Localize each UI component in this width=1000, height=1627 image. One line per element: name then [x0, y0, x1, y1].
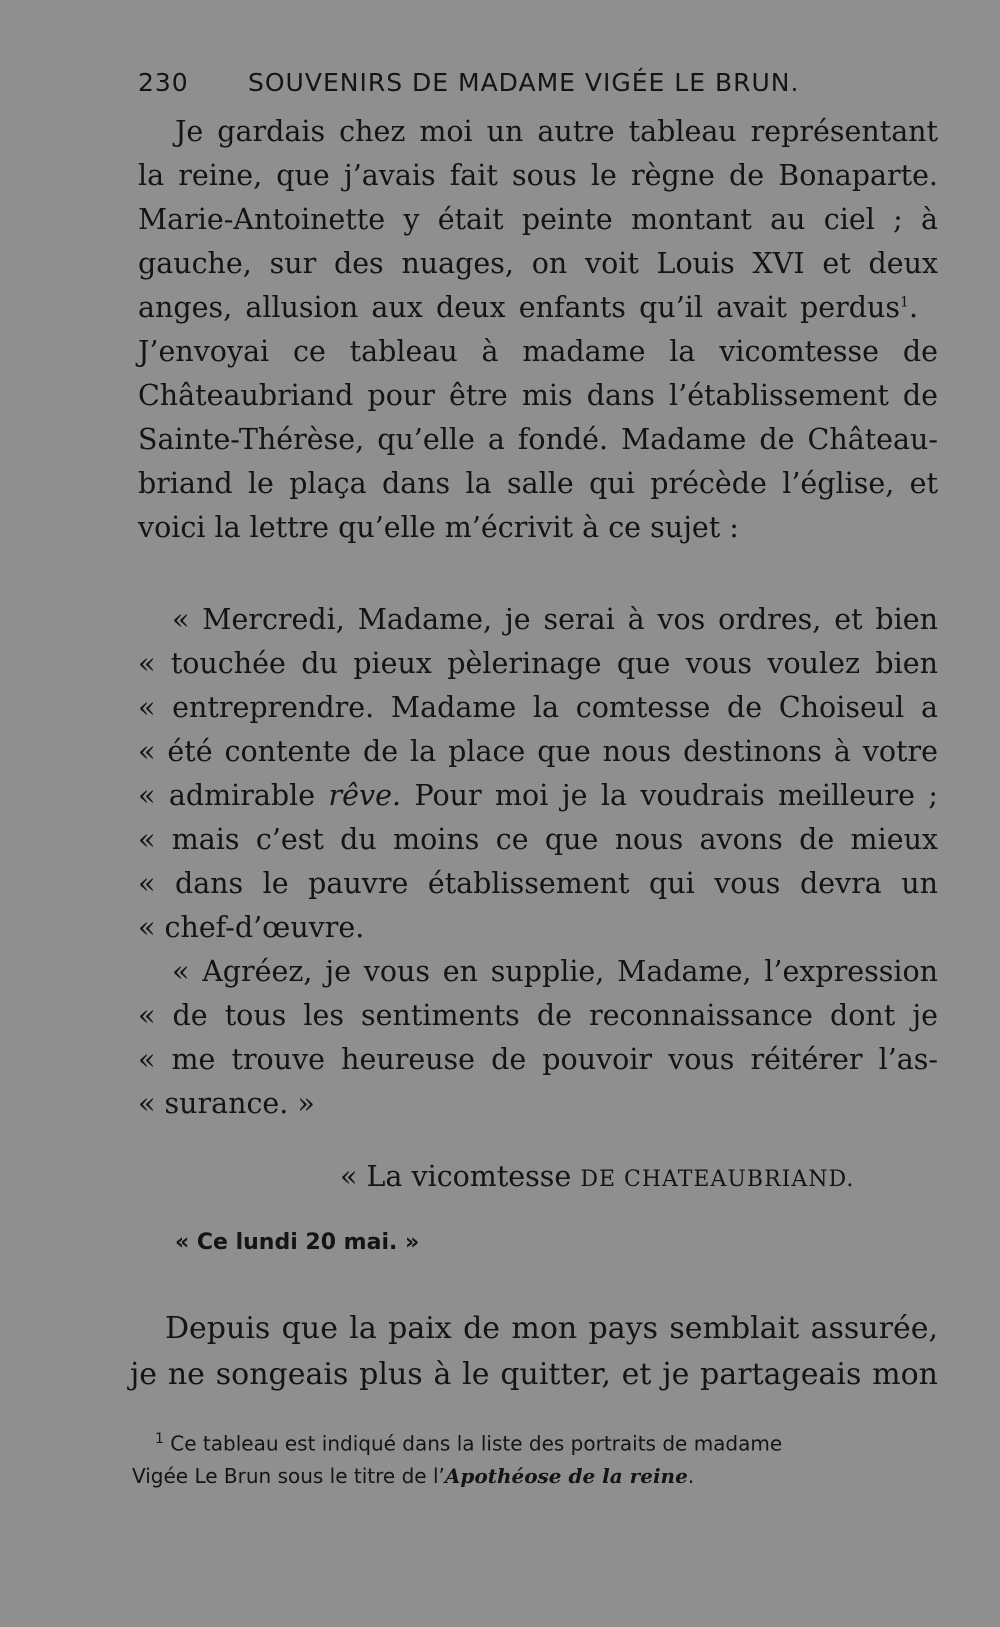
signature-name: DE CHATEAUBRIAND.: [580, 1167, 855, 1192]
running-title: SOUVENIRS DE MADAME VIGÉE LE BRUN.: [248, 68, 800, 97]
closing-line: je ne songeais plus à le quitter, et je partageais mon: [130, 1357, 938, 1392]
body-line-with-footnote: anges, allusion aux deux enfants qu’il avait perdus$^1$.: [138, 291, 918, 324]
footnote-text: Vigée Le Brun sous le titre de l’: [132, 1464, 445, 1488]
body-line: J’envoyai ce tableau à madame la vicomtesse de: [138, 335, 938, 368]
body-line: Je gardais chez moi un autre tableau représentant: [175, 115, 938, 148]
letter-line: « surance. »: [138, 1087, 315, 1120]
body-line: Châteaubriand pour être mis dans l’établissement de: [138, 379, 938, 412]
body-line: Sainte-Thérèse, qu’elle a fondé. Madame de Château-: [138, 423, 938, 456]
footnote-reference: 1: [900, 294, 909, 311]
letter-line: « Agréez, je vous en supplie, Madame, l’expression: [172, 955, 938, 988]
letter-line: « touchée du pieux pèlerinage que vous voulez bien: [138, 647, 938, 680]
letter-line-mixed: [138, 779, 938, 812]
footnote-punctuation: .: [687, 1464, 695, 1488]
footnote-text: Ce tableau est indiqué dans la liste des portraits de madame: [170, 1431, 783, 1456]
body-line: gauche, sur des nuages, on voit Louis XVI et deux: [138, 247, 938, 280]
letter-line: « me trouve heureuse de pouvoir vous réitérer l’as-: [138, 1043, 938, 1076]
letter-italic-word: rêve.: [328, 779, 402, 812]
footnote-line-1: [155, 1432, 935, 1454]
footnote-italic-title: Apothéose de la reine: [444, 1464, 688, 1488]
body-line: la reine, que j’avais fait sous le règne de Bonaparte.: [138, 159, 938, 192]
letter-text: « admirable: [138, 779, 316, 812]
date-line: « Ce lundi 20 mai. »: [175, 1230, 420, 1255]
body-line: briand le plaça dans la salle qui précède l’église, et: [138, 467, 938, 500]
letter-line: « chef-d’œuvre.: [138, 911, 365, 944]
letter-line: « mais c’est du moins ce que nous avons de mieux: [138, 823, 938, 856]
letter-line: « Mercredi, Madame, je serai à vos ordres, et bien: [172, 603, 938, 636]
letter-line: « dans le pauvre établissement qui vous devra un: [138, 867, 938, 900]
body-line: Marie-Antoinette y était peinte montant au ciel ; à: [138, 203, 938, 236]
signature-prefix: « La vicomtesse: [340, 1160, 572, 1193]
footnote-number: 1: [155, 1431, 164, 1447]
page-number: 230: [138, 68, 189, 97]
body-line-text: anges, allusion aux deux enfants qu’il avait perdus: [138, 291, 901, 324]
closing-line: Depuis que la paix de mon pays semblait assurée,: [165, 1311, 938, 1346]
letter-line: « entreprendre. Madame la comtesse de Choiseul a: [138, 691, 938, 724]
body-line: voici la lettre qu’elle m’écrivit à ce sujet :: [138, 511, 739, 544]
letter-line: « de tous les sentiments de reconnaissance dont je: [138, 999, 938, 1032]
footnote-line-2: [132, 1466, 932, 1486]
running-header: [138, 68, 938, 97]
letter-text: Pour moi je la voudrais meilleure ;: [414, 779, 938, 812]
letter-line: « été contente de la place que nous destinons à votre: [138, 735, 938, 768]
signature: [340, 1160, 854, 1193]
